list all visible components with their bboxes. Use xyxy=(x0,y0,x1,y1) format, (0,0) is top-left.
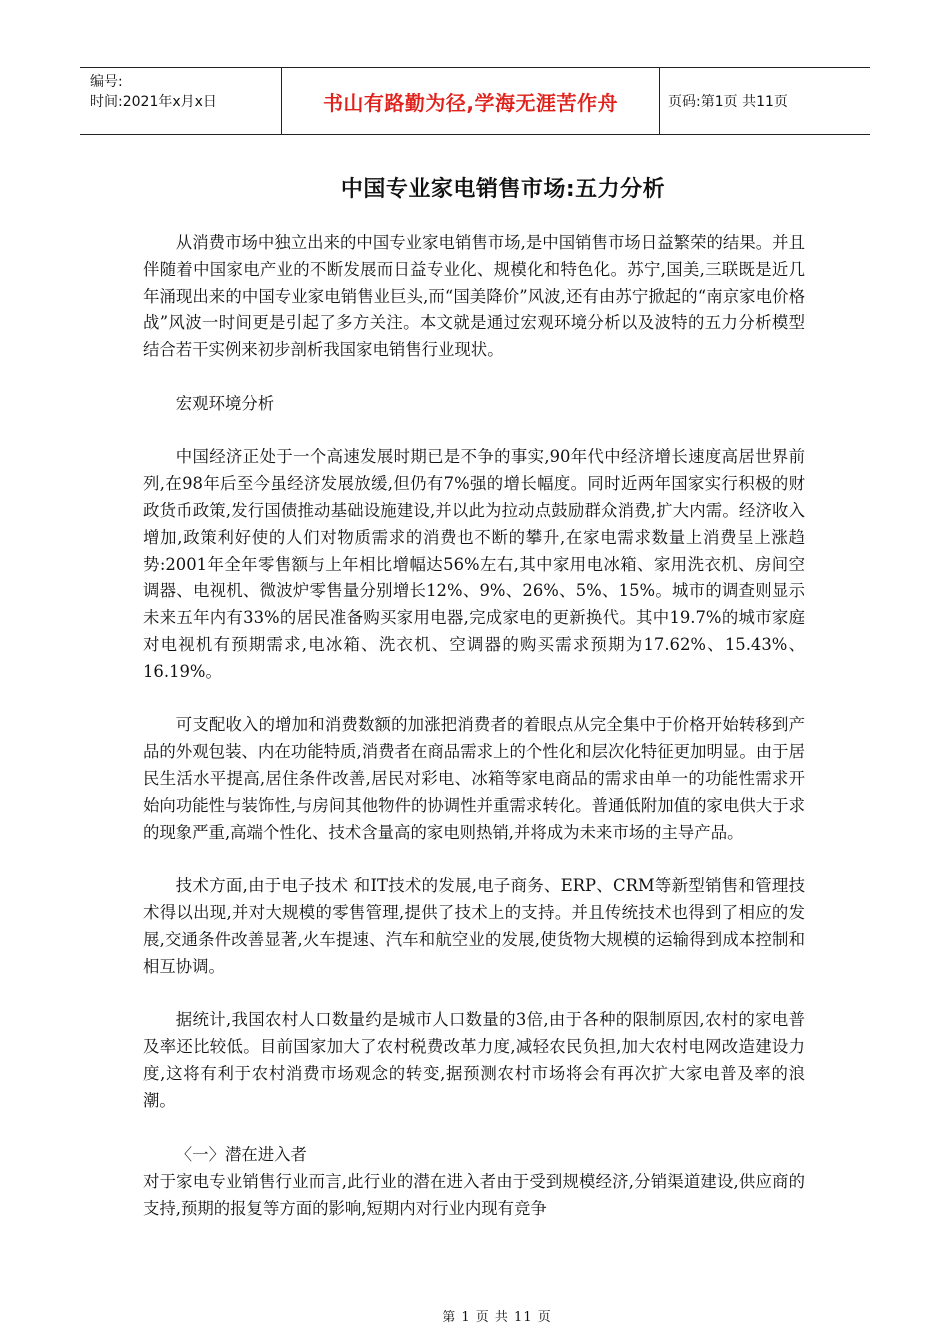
section-heading-macro: 宏观环境分析 xyxy=(175,393,275,413)
time-label: 时间:2021年x月x日 xyxy=(90,94,217,110)
number-label: 编号: xyxy=(90,74,123,90)
header-table xyxy=(80,67,870,135)
paragraph-economy: 中国经济正处于一个高速发展时期已是不争的事实,90年代中经济增长速度高居世界前列,在98年后至今虽经济发展放缓,但仍有7%强的增长幅度。同时近两年国家实行积极的财政货币政策,发行国债推动基础设施建设,并以此为拉动点鼓励群众消费,扩大内需。经济收入增加,政策利好使的人们对物质需求的消费也不断的攀升,在家电需求数量上消费呈上涨趋势:2001年全年零售额与上年相比增幅达56%左右,其中家用电冰箱、家用洗衣机、房间空调器、电视机、微波炉零售量分别增长12%、9%、26%、5%、15%。城市的调查则显示未来五年内有33%的居民准备购买家用电器,完成家电的更新换代。其中19.7%的城市家庭对电视机有预期需求,电冰箱、洗衣机、空调器的购买需求预期为17.62%、15.43%、16.19%。 xyxy=(143,447,805,681)
document-body xyxy=(143,230,805,1223)
header-meta-cell xyxy=(80,68,282,134)
paragraph-income: 可支配收入的增加和消费数额的加涨把消费者的着眼点从完全集中于价格开始转移到产品的外观包装、内在功能特质,消费者在商品需求上的个性化和层次化特征更加明显。由于居民生活水平提高,居住条件改善,居民对彩电、冰箱等家电商品的需求由单一的功能性需求开始向功能性与装饰性,与房间其他物件的协调性并重需求转化。普通低附加值的家电供大于求的现象严重,高端个性化、技术含量高的家电则热销,并将成为未来市场的主导产品。 xyxy=(143,715,805,842)
header-motto: 书山有路勤为径,学海无涯苦作舟 xyxy=(282,68,660,134)
document-title: 中国专业家电销售市场:五力分析 xyxy=(340,177,666,202)
header-page-label: 页码:第1页 共11页 xyxy=(668,94,788,110)
paragraph-intro: 从消费市场中独立出来的中国专业家电销售市场,是中国销售市场日益繁荣的结果。并且伴随着中国家电产业的不断发展而日益专业化、规模化和特色化。苏宁,国美,三联既是近几年涌现出来的中国专业家电销售业巨头,而“国美降价”风波,还有由苏宁掀起的“南京家电价格战”风波一时间更是引起了多方关注。本文就是通过宏观环境分析以及波特的五力分析模型结合若干实例来初步剖析我国家电销售行业现状。 xyxy=(143,233,805,360)
subheading-potential-entrants: 〈一〉潜在进入者 xyxy=(175,1145,307,1165)
paragraph-entrants: 对于家电专业销售行业而言,此行业的潜在进入者由于受到规模经济,分销渠道建设,供应商的支持,预期的报复等方面的影响,短期内对行业内现有竞争 xyxy=(143,1172,805,1218)
paragraph-technology: 技术方面,由于电子技术 和IT技术的发展,电子商务、ERP、CRM等新型销售和管理技术得以出现,并对大规模的零售管理,提供了技术上的支持。并且传统技术也得到了相应的发展,交通条件改善显著,火车提速、汽车和航空业的发展,使货物大规模的运输得到成本控制和相互协调。 xyxy=(143,876,805,976)
paragraph-rural: 据统计,我国农村人口数量约是城市人口数量的3倍,由于各种的限制原因,农村的家电普及率还比较低。目前国家加大了农村税费改革力度,减轻农民负担,加大农村电网改造建设力度,这将有利于农村消费市场观念的转变,据预测农村市场将会有再次扩大家电普及率的浪潮。 xyxy=(143,1010,805,1110)
page-footer: 第 1 页 共 11 页 xyxy=(442,1310,552,1325)
